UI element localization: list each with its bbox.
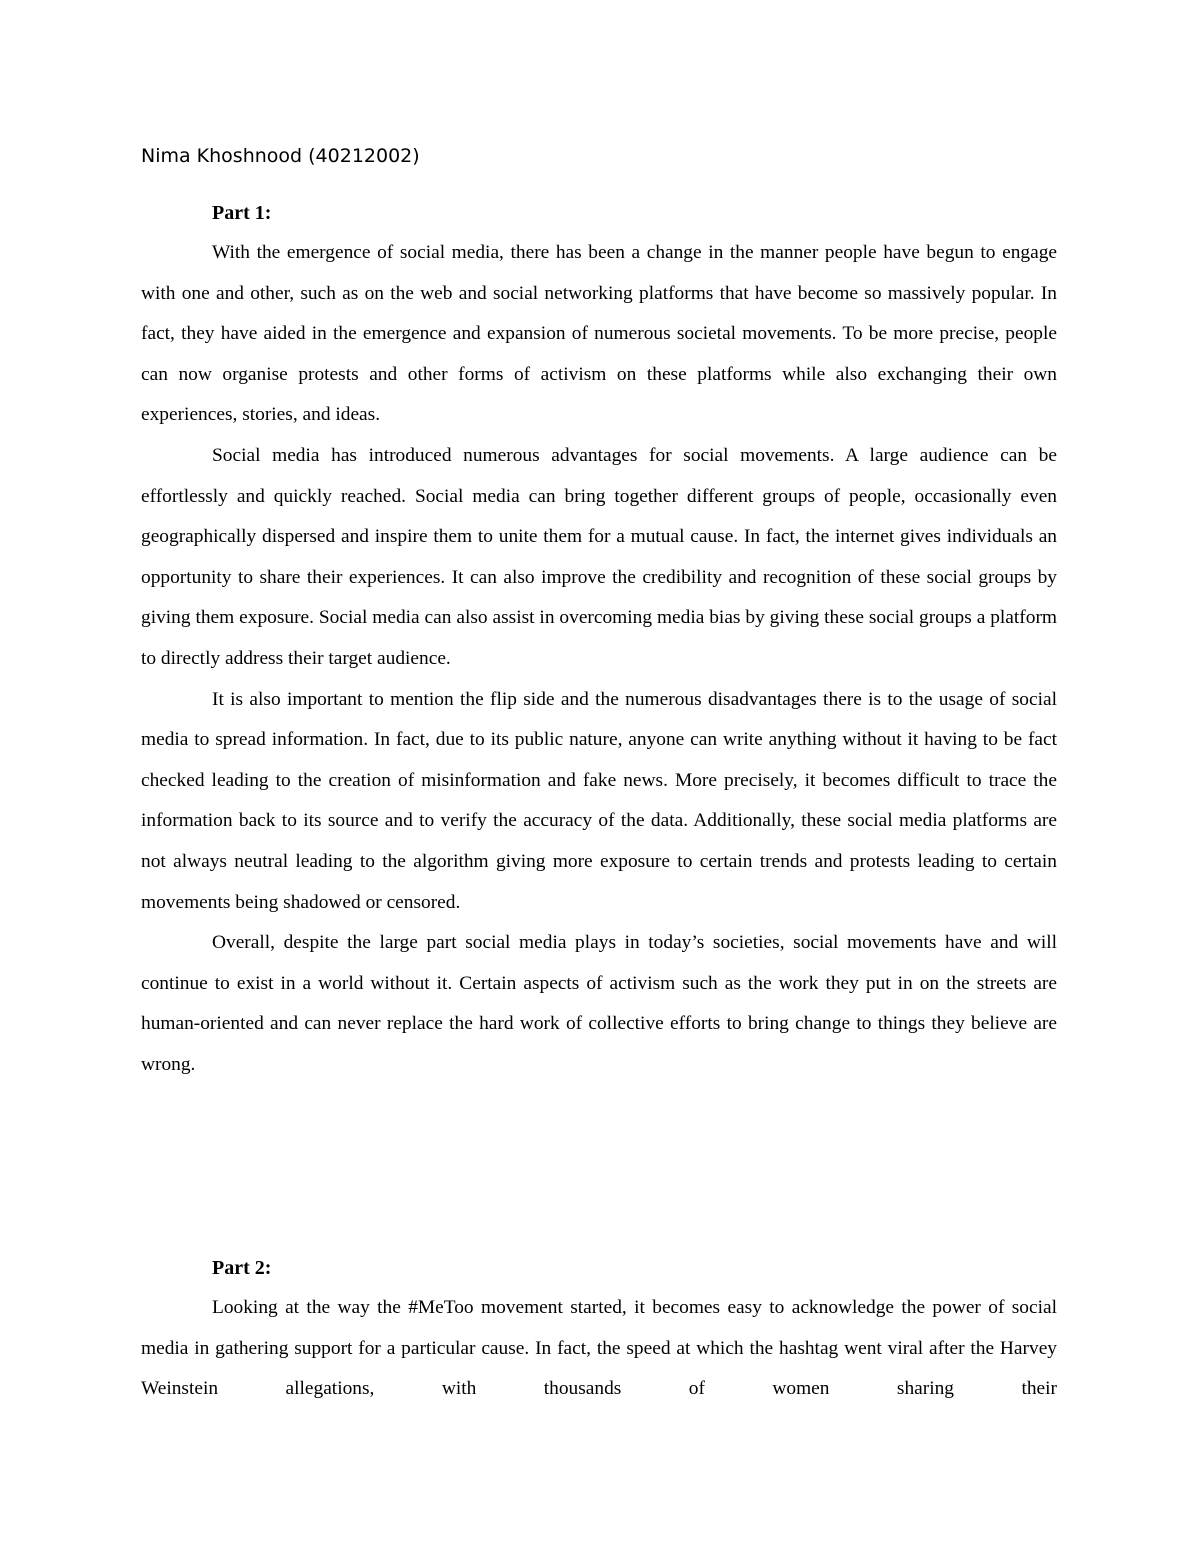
- section-heading-part-2: Part 2:: [212, 1257, 272, 1279]
- section-body-part-1: [141, 233, 1057, 1085]
- paragraph: With the emergence of social media, there has been a change in the manner people have begun to engage with one and other, such as on the web and social networking platforms that have become so massively popular. In fact, they have aided in the emergence and expansion of numerous societal movements. To be more precise, people can now organise protests and other forms of activism on these platforms while also exchanging their own experiences, stories, and ideas.: [141, 242, 1057, 426]
- paragraph: Social media has introduced numerous advantages for social movements. A large audience can be effortlessly and quickly reached. Social media can bring together different groups of people, occasionally even geographically dispersed and inspire them to unite them for a mutual cause. In fact, the internet gives individuals an opportunity to share their experiences. It can also improve the credibility and recognition of these social groups by giving them exposure. Social media can also assist in overcoming media bias by giving these social groups a platform to directly address their target audience.: [141, 444, 1057, 669]
- section-heading-part-1: Part 1:: [212, 202, 272, 224]
- paragraph: It is also important to mention the flip side and the numerous disadvantages there is to the usage of social media to spread information. In fact, due to its public nature, anyone can write anything without it having to be fact checked leading to the creation of misinformation and fake news. More precisely, it becomes difficult to trace the information back to its source and to verify the accuracy of the data. Additionally, these social media platforms are not always neutral leading to the algorithm giving more exposure to certain trends and protests leading to certain movements being shadowed or censored.: [141, 688, 1057, 913]
- paragraph: Looking at the way the #MeToo movement started, it becomes easy to acknowledge the power of social media in gathering support for a particular cause. In fact, the speed at which the hashtag went viral after the Harvey Weinstein allegations, with thousands of women sharing their: [141, 1297, 1057, 1400]
- section-body-part-2: [141, 1288, 1057, 1410]
- author-line: Nima Khoshnood (40212002): [141, 145, 420, 167]
- paragraph: Overall, despite the large part social media plays in today’s societies, social movements have and will continue to exist in a world without it. Certain aspects of activism such as the work they put in on the streets are human-oriented and can never replace the hard work of collective efforts to bring change to things they believe are wrong.: [141, 932, 1057, 1075]
